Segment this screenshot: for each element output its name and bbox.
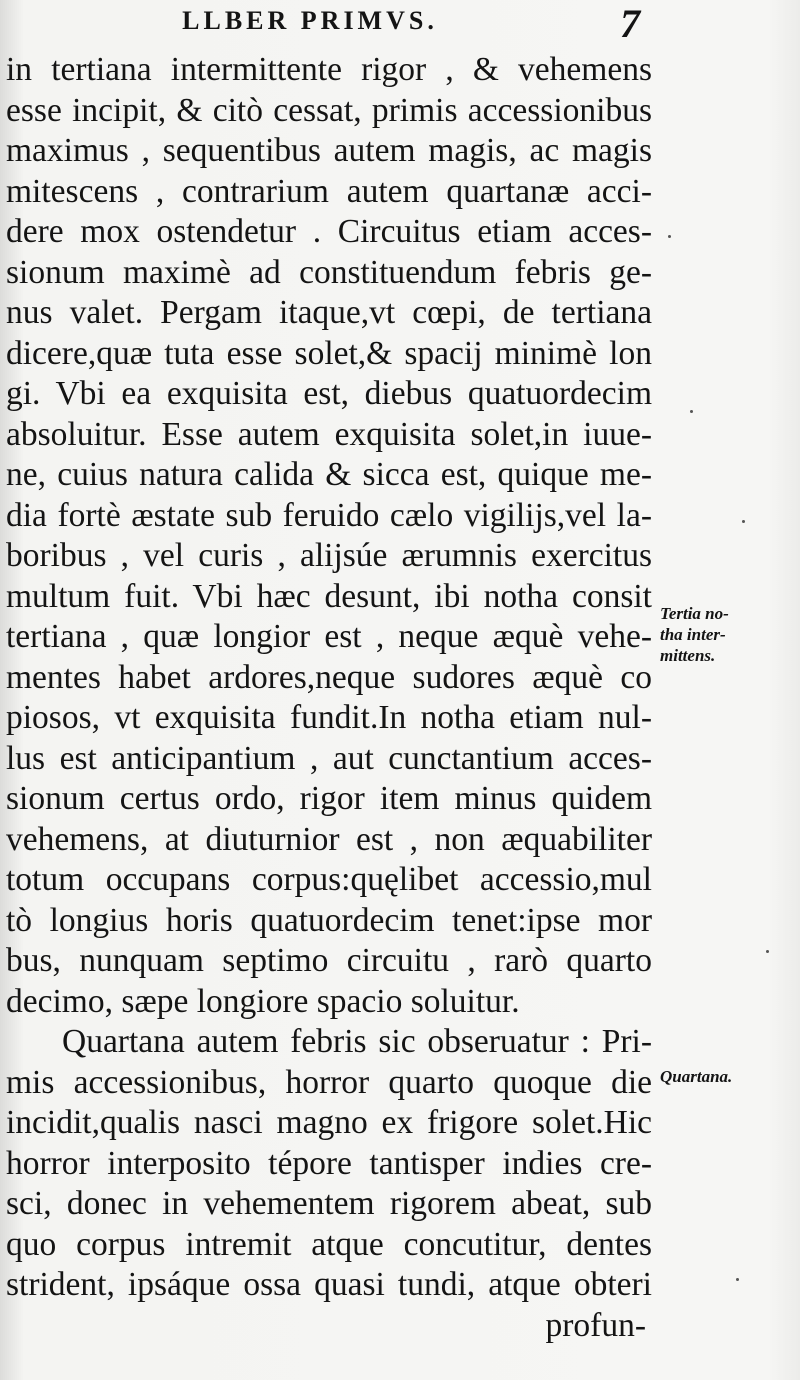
text-line: piosos, vt exquisita fundit.In notha etiam nul-: [6, 699, 652, 736]
marginal-note-line: Quartana.: [660, 1067, 733, 1086]
main-text-block: [6, 50, 652, 1346]
text-line: vehemens, at diuturnior est , non æquabiliter: [6, 820, 652, 858]
text-line: quo corpus intremit atque concutitur, dentes: [6, 1225, 652, 1263]
text-line: absoluitur. Esse autem exquisita solet,in iuue-: [6, 415, 652, 453]
text-line: tertiana , quæ longior est , neque æquè vehe-: [6, 618, 652, 655]
text-line: multum fuit. Vbi hæc desunt, ibi notha consit: [6, 577, 652, 615]
text-line: esse incipit, & citò cessat, primis accessionibus: [6, 91, 652, 129]
marginal-note-tertia-notha: [660, 603, 800, 666]
marginal-note-line: tha inter-: [660, 625, 726, 644]
text-line: bus, nunquam septimo circuitu , rarò quarto: [6, 942, 652, 979]
text-line: mentes habet ardores,neque sudores æquè co: [6, 658, 652, 696]
text-line: horror interposito tépore tantisper indies cre-: [6, 1144, 652, 1182]
text-line: gi. Vbi ea exquisita est, diebus quatuordecim: [6, 375, 652, 412]
ink-speck: [668, 235, 671, 238]
marginal-note-line: mittens.: [660, 646, 716, 665]
text-line: nus valet. Pergam itaque,vt cœpi, de tertiana: [6, 294, 652, 331]
text-line: sionum maximè ad constituendum febris ge-: [6, 253, 652, 291]
text-line: sionum certus ordo, rigor item minus quidem: [6, 780, 652, 817]
text-line: in tertiana intermittente rigor , & vehemens: [6, 51, 652, 88]
text-line: Quartana autem febris sic obseruatur : Pri-: [62, 1023, 652, 1060]
marginal-note-quartana: [660, 1066, 800, 1087]
catchword: profun-: [545, 1306, 646, 1344]
text-line: dicere,quæ tuta esse solet,& spacij minimè lon: [6, 334, 652, 372]
text-line: ne, cuius natura calida & sicca est, quique me-: [6, 456, 652, 493]
ink-speck: [736, 1278, 739, 1281]
text-line: lus est anticipantium , aut cunctantium acces-: [6, 739, 652, 777]
page-number: 7: [620, 1, 640, 46]
text-line: dia fortè æstate sub feruido cælo vigilijs,vel la-: [6, 496, 652, 534]
running-head: LLBER PRIMVS.: [182, 6, 438, 35]
ink-speck: [766, 950, 769, 953]
text-line: boribus , vel curis , alijsúe ærumnis exercitus: [6, 537, 652, 574]
text-line: mis accessionibus, horror quarto quoque die: [6, 1063, 652, 1101]
text-line: sci, donec in vehementem rigorem abeat, sub: [6, 1185, 652, 1222]
ink-speck: [742, 520, 745, 523]
ink-speck: [690, 410, 693, 413]
text-line: decimo, sæpe longiore spacio soluitur.: [6, 982, 520, 1020]
text-line: incidit,qualis nasci magno ex frigore solet.Hic: [6, 1104, 652, 1141]
text-line: totum occupans corpus:quęlibet accessio,mul: [6, 861, 652, 898]
marginal-note-line: Tertia no-: [660, 604, 729, 623]
text-line: mitescens , contrarium autem quartanæ acci-: [6, 172, 652, 210]
text-line: tò longius horis quatuordecim tenet:ipse mor: [6, 901, 652, 939]
text-line: strident, ipsáque ossa quasi tundi, atque obteri: [6, 1266, 652, 1303]
text-line: dere mox ostendetur . Circuitus etiam acces-: [6, 213, 652, 250]
text-line: maximus , sequentibus autem magis, ac magis: [6, 132, 652, 169]
